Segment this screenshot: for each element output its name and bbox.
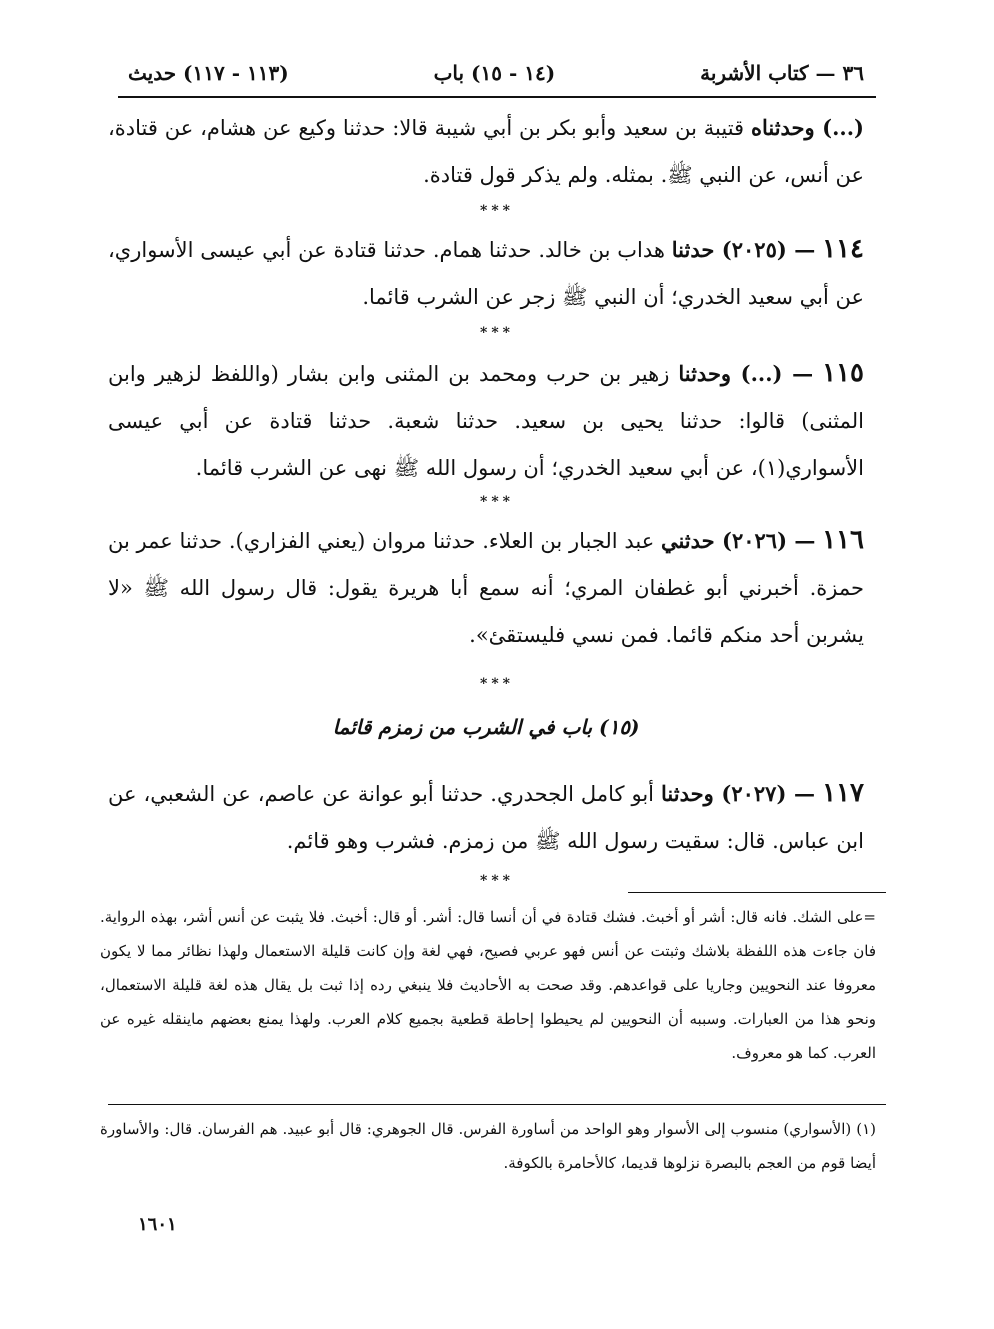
footnote-1: (١) (الأسواري) منسوب إلى الأسوار وهو الواحد من أساورة الفرس. قال الجوهري: قال أبو عبيد. هم الفرسان. قال: والأساورة أيضا قوم من العجم بالبصرة نزلوها قديما، كالأحامرة بالكوفة. [100, 1120, 876, 1172]
separator-stars: *** [480, 494, 514, 510]
hadith-block [108, 770, 864, 865]
separator-stars: *** [480, 325, 514, 341]
hadith-lead: (...) وحدثناه [750, 115, 864, 140]
running-header [128, 54, 864, 92]
footnote-rule [628, 892, 886, 893]
hadith-text: هداب بن خالد. حدثنا همام. حدثنا قتادة عن أبي عيسى الأسواري، عن أبي سعيد الخدري؛ أن النبي ﷺ زجر عن الشرب قائما. [108, 238, 864, 309]
hadith-number: ١١٦ [822, 525, 864, 555]
hadith-block [108, 226, 864, 321]
header-chapter-range: (١٤ - ١٥) باب [433, 61, 556, 85]
separator-stars: *** [480, 676, 514, 692]
hadith-lead: — (٢٠٢٥) حدثنا [671, 237, 816, 262]
separator-stars: *** [480, 203, 514, 219]
header-book-title: ٣٦ — كتاب الأشربة [700, 61, 864, 85]
separator-stars: *** [480, 873, 514, 889]
hadith-block [108, 517, 864, 659]
hadith-text: أبو كامل الجحدري. حدثنا أبو عوانة عن عاصم، عن الشعبي، عن ابن عباس. قال: سقيت رسول الله ﷺ من زمزم. فشرب وهو قائم. [108, 782, 864, 853]
page-number: ١٦٠١ [138, 1214, 177, 1235]
hadith-text: عبد الجبار بن العلاء. حدثنا مروان (يعني الفزاري). حدثنا عمر بن حمزة. أخبرني أبو غطفان المري؛ أنه سمع أبا هريرة يقول: قال رسول الله ﷺ «لا يشربن أحد منكم قائما. فمن نسي فليستقئ». [108, 529, 864, 647]
chapter-title: (١٥) باب في الشرب من زمزم قائما [332, 715, 640, 739]
hadith-text: زهير بن حرب ومحمد بن المثنى وابن بشار (واللفظ لزهير وابن المثنى) قالوا: حدثنا يحيى بن سعيد. حدثنا شعبة. حدثنا قتادة عن أبي عيسى الأسواري(١)، عن أبي سعيد الخدري؛ أن رسول الله ﷺ نهى عن الشرب قائما. [108, 362, 864, 480]
hadith-number: ١١٤ [822, 234, 864, 264]
hadith-block [108, 104, 864, 199]
hadith-lead: — (...) وحدثنا [678, 361, 814, 386]
header-hadith-range: (١١٣ - ١١٧) حديث [128, 61, 289, 85]
hadith-block [108, 350, 864, 492]
hadith-number: ١١٥ [822, 358, 864, 388]
footnote-continued: =على الشك. فانه قال: أشر أو أخبث. فشك قتادة في أن أنسا قال: أشر. أو قال: أخبث. فلا يثبت عن أنس أشر، بهذه الرواية. فان جاءت هذه اللفظة بلاشك وثبتت عن أنس فهو عربي فصيح، فهي لغة وإن كانت قليلة الاستعمال ولهذا نظائر مما لا يكون معروفا عند النحويين وجاريا على قواعدهم. وقد صحت به الأحاديث فلا ينبغي رده إذا ثبت بل يقال هذه لغة قليلة الاستعمال، ونحو هذا من العبارات. وسببه أن النحويين لم يحيطوا إحاطة قطعية بجميع كلام العرب. ولهذا يمنع بعضهم ماينقله غيره عن العرب. كما هو معروف. [100, 908, 876, 1062]
hadith-lead: — (٢٠٢٦) حدثني [660, 528, 816, 553]
hadith-text: قتيبة بن سعيد وأبو بكر بن أبي شيبة قالا: حدثنا وكيع عن هشام، عن قتادة، عن أنس، عن النبي ﷺ. بمثله. ولم يذكر قول قتادة. [108, 116, 864, 187]
header-rule [118, 96, 876, 98]
hadith-number: ١١٧ [822, 778, 864, 808]
footnote-rule-secondary [108, 1104, 886, 1105]
hadith-lead: — (٢٠٢٧) وحدثنا [661, 781, 816, 806]
